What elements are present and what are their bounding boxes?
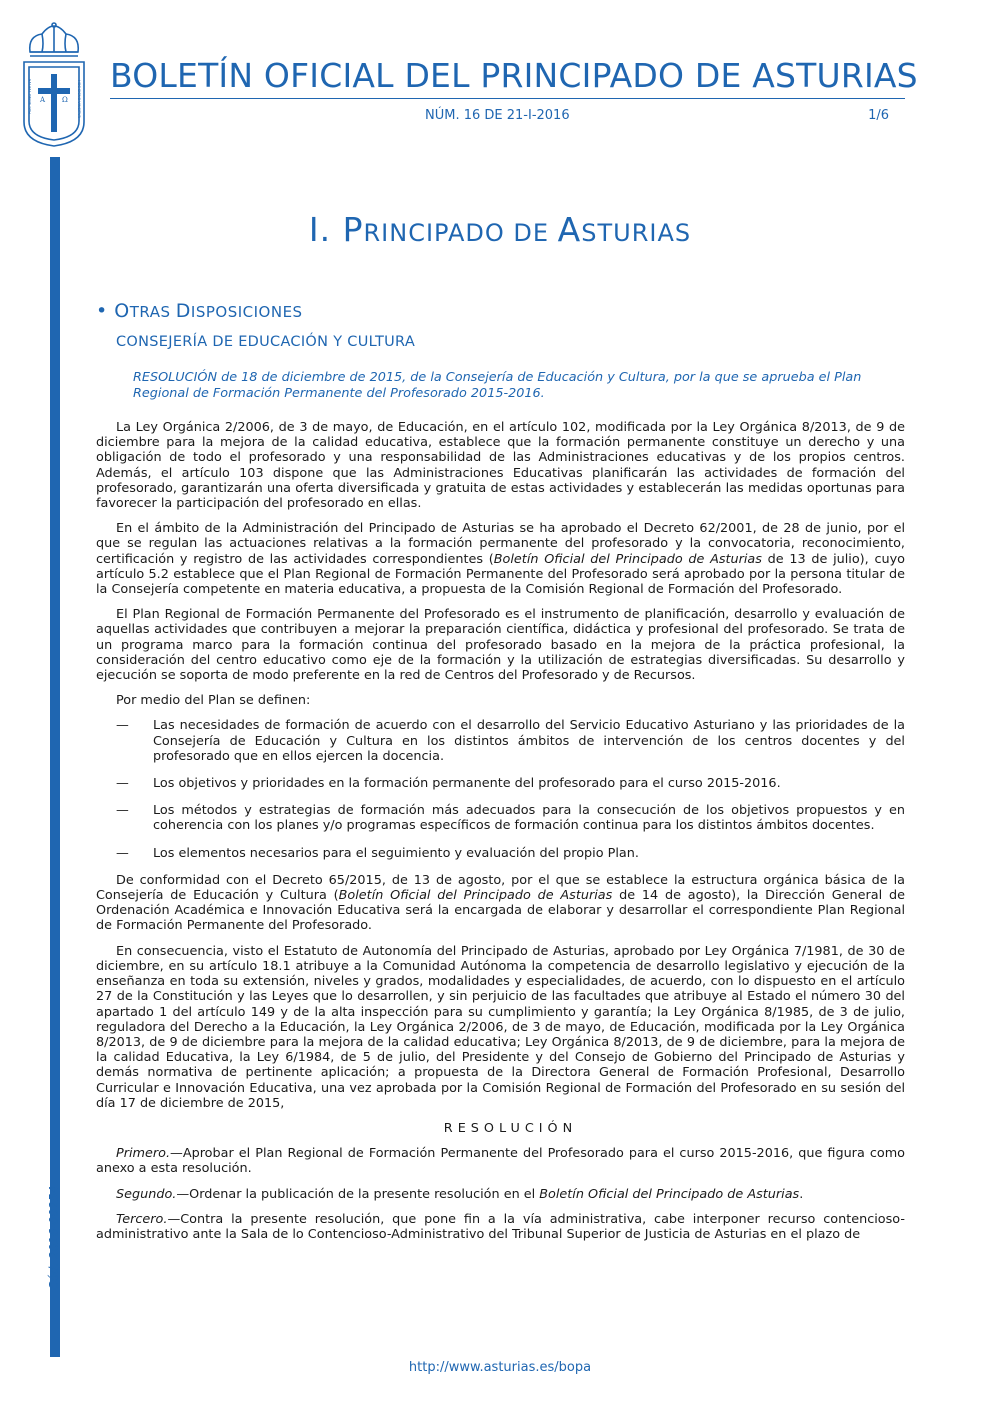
section-roman: I. — [308, 210, 332, 249]
article-tercero — [96, 1212, 905, 1242]
list-text-2: Los objetivos y prioridades en la formación permanente del profesorado para el curso 2015-2016. — [153, 776, 781, 792]
asturias-coat-of-arms-icon — [22, 22, 86, 148]
article-tercero-text: —Contra la presente resolución, que pone fin a la vía administrativa, cabe interponer recurso contencioso-administrativo ante la Sala de lo Contencioso-Administrativo del Tribunal Superior de Justicia de Asturias en el plazo de — [96, 1211, 905, 1242]
article-segundo — [96, 1187, 905, 1202]
article-segundo-text-a: —Ordenar la publicación de la presente resolución en el — [176, 1186, 540, 1202]
resolucion-heading: RESOLUCIÓN — [443, 1120, 578, 1136]
list-item — [96, 803, 905, 833]
subsection-initial-d: D — [175, 300, 191, 322]
paragraph-4: Por medio del Plan se definen: — [116, 693, 311, 709]
issue-number: NÚM. 16 DE 21-I-2016 — [425, 108, 570, 123]
paragraph-6: En consecuencia, visto el Estatuto de Autonomía del Principado de Asturias, aprobado por Ley Orgánica 7/1981, de 30 de diciembre, en su artículo 18.1 atribuye a la Comunidad Autónoma la competencia de desarrollo legislativo y ejecución de la enseñanza en toda su extensión, niveles y grados, modalidades y especialidades, de acuerdo, con lo dispuesto en el artículo 27 de la Constitución y las Leyes que lo desarrollen, y sin perjuicio de las facultades que atribuye al Estado el número 30 del apartado 1 del artículo 149 y de la alta inspección para su cumplimiento y garantía; la Ley Orgánica 8/1985, de 3 de julio, reguladora del Derecho a la Educación, la Ley Orgánica 2/2006, de 3 de mayo, de Educación, modificada por la Ley Orgánica 8/2013, de 9 de diciembre para la mejora de la calidad educativa; Ley Orgánica 8/2013, de 9 de diciembre, para la mejora de la calidad Educativa, la Ley 6/1984, de 5 de julio, del Presidente y del Consejo de Gobierno del Principado de Asturias y demás normativa de pertinente aplicación; a propuesta de la Directora General de Formación Profesional, Desarrollo Curricular e Innovación Educativa, una vez aprobada por la Comisión Regional de Formación del Profesorado en su sesión del día 17 de diciembre de 2015, — [96, 943, 905, 1111]
list-dash: — — [116, 776, 129, 792]
document-body — [96, 420, 905, 1252]
section-initial-a: A — [557, 210, 582, 249]
subsection-rest-2: ISPOSICIONES — [190, 303, 303, 321]
article-segundo-italic: Boletín Oficial del Principado de Asturias — [539, 1186, 800, 1202]
side-bar — [50, 157, 60, 1357]
section-rest-2: STURIAS — [581, 219, 692, 247]
article-segundo-label: Segundo. — [116, 1186, 177, 1202]
list-item — [96, 846, 905, 861]
paragraph-2 — [96, 521, 905, 597]
paragraph-5-c: de 14 de agosto), la Dirección General de Ordenación Académica e Innovación Educativa será la encargada de elaborar y desarrollar el correspondiente Plan Regional de Formación Permanente del Profesorado. — [96, 888, 905, 934]
paragraph-1: La Ley Orgánica 2/2006, de 3 de mayo, de Educación, en el artículo 102, modificada por la Ley Orgánica 8/2013, de 9 de diciembre para la mejora de la calidad educativa, establece que la formación permanente constituye un derecho y una obligación de todo el profesorado y una responsabilidad de las Administraciones educativas y de los propios centros. Además, el artículo 103 dispone que las Administraciones Educativas planificarán las actividades de formación del profesorado, garantizarán una oferta diversificada y gratuita de estas actividades y establecerán las medidas oportunas para favorecer la participación del profesorado en ellas. — [96, 420, 905, 512]
svg-text:HOC SIGNO TVETVR: HOC SIGNO TVETVR — [28, 78, 32, 114]
page-number: 1/6 — [868, 108, 889, 123]
gazette-title: BOLETÍN OFICIAL DEL PRINCIPADO DE ASTURIAS — [110, 56, 918, 95]
bullet: • — [96, 300, 108, 322]
article-segundo-text-c: . — [799, 1186, 804, 1202]
list-item — [96, 776, 905, 791]
svg-text:HOC SIGNO VINCITVR: HOC SIGNO VINCITVR — [77, 80, 81, 118]
subsection-initial-o: O — [114, 300, 130, 322]
paragraph-5-italic: Boletín Oficial del Principado de Asturias — [338, 888, 613, 904]
section-title — [0, 210, 1000, 249]
section-initial-p: P — [342, 210, 364, 249]
list-dash: — — [116, 718, 129, 734]
paragraph-3: El Plan Regional de Formación Permanente del Profesorado es el instrumento de planificación, desarrollo y evaluación de aquellas actividades que contribuyen a mejorar la preparación científica, didáctica y profesional del profesorado. Se trata de un programa marco para la formación continua del profesorado basado en la mejora de la práctica profesional, la consideración del centro educativo como eje de la formación y la utilización de estrategias diversificadas. Su desarrollo y ejecución se soporta de modo preferente en la red de Centros del Profesorado y de Recursos. — [96, 607, 905, 684]
header-rule — [110, 98, 905, 99]
svg-text:A: A — [40, 96, 46, 104]
paragraph-5 — [96, 873, 905, 934]
footer-url-link[interactable]: http://www.asturias.es/bopa — [408, 1360, 592, 1375]
svg-text:Ω: Ω — [62, 96, 68, 104]
subsection-title — [96, 300, 303, 322]
list-text-4: Los elementos necesarios para el seguimiento y evaluación del propio Plan. — [153, 845, 639, 861]
article-tercero-label: Tercero. — [116, 1211, 168, 1227]
resolution-title: RESOLUCIÓN de 18 de diciembre de 2015, de la Consejería de Educación y Cultura, por la que se aprueba el Plan Regional de Formación Permanente del Profesorado 2015-2016. — [133, 370, 862, 401]
document-code: Cód. 2016-00254 — [47, 1185, 61, 1290]
list-text-1: Las necesidades de formación de acuerdo con el desarrollo del Servicio Educativo Asturiano y las prioridades de la Consejería de Educación y Cultura en los distintos ámbitos de intervención de los centros docentes y del profesorado que en ellos ejercen la docencia. — [153, 718, 905, 764]
article-primero-text: —Aprobar el Plan Regional de Formación Permanente del Profesorado para el curso 2015-2016, que figura como anexo a esta resolución. — [96, 1146, 905, 1177]
department: CONSEJERÍA DE EDUCACIÓN Y CULTURA — [116, 334, 416, 350]
article-primero — [96, 1146, 905, 1176]
paragraph-2-c: de 13 de julio), cuyo artículo 5.2 establece que el Plan Regional de Formación Permanente del Profesorado será aprobado por la persona titular de la Consejería competente en materia educativa, a propuesta de la Comisión Regional de Formación del Profesorado. — [96, 551, 905, 598]
article-primero-label: Primero. — [116, 1146, 171, 1162]
list-dash: — — [116, 803, 129, 819]
list-dash: — — [116, 845, 129, 861]
list-item — [96, 718, 905, 764]
paragraph-5-a: De conformidad con el Decreto 65/2015, de 13 de agosto, por el que se establece la estructura orgánica básica de la Consejería de Educación y Cultura ( — [96, 872, 905, 904]
paragraph-2-a: En el ámbito de la Administración del Principado de Asturias se ha aprobado el Decreto 62/2001, de 28 de junio, por el que se regulan las actuaciones relativas a la formación permanente del profesorado y la convocatoria, reconocimiento, certificación y registro de las actividades correspondientes ( — [96, 521, 905, 567]
section-rest-1: RINCIPADO DE — [363, 219, 558, 247]
list-text-3: Los métodos y estrategias de formación más adecuados para la consecución de los objetivos propuestos y en coherencia con los planes y/o programas específicos de formación continua para los distintos ámbitos docentes. — [153, 803, 905, 834]
paragraph-2-italic: Boletín Oficial del Principado de Asturias — [493, 551, 762, 567]
subsection-rest-1: TRAS — [129, 303, 176, 321]
